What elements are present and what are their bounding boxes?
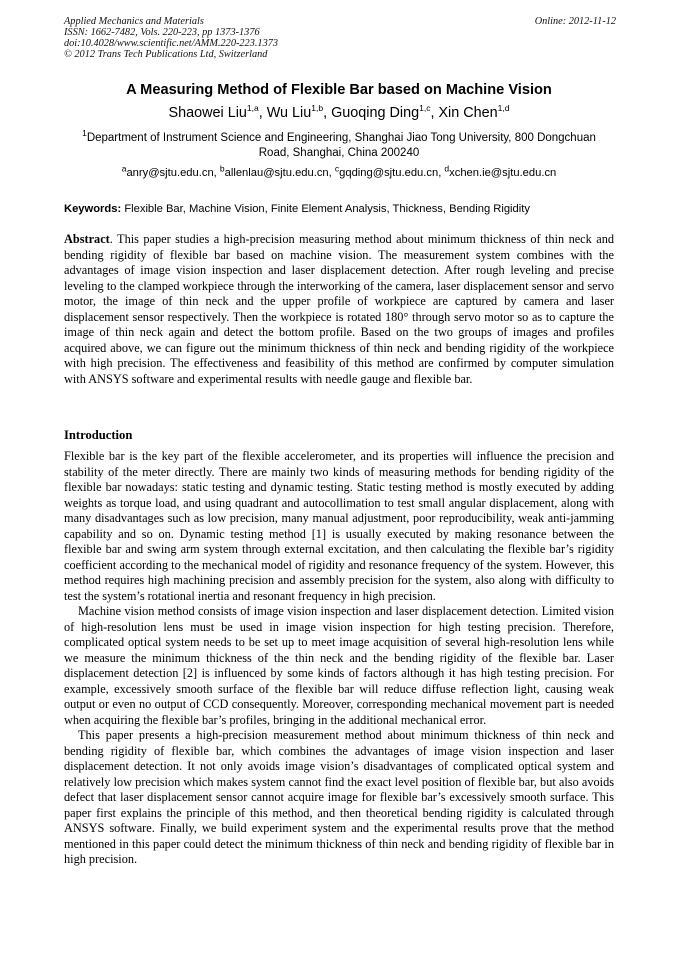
abstract-text: . This paper studies a high-precision measuring method about minimum thickness of thin neck and bending rigidity of flexible bar based on machine vision. The measurement system combines with the advantages of image vision inspection and laser displacement detection. After rough leveling and precise leveling to the clamped workpiece through the interworking of the camera, laser displacement sensor and servo motor, the image of thin neck and the upper profile of workpiece are captured by camera and laser displacement sensor respectively. Then the workpiece is rotated 180° through servo motor so as to capture the image of thin neck again and detect the bottom profile. Based on the two groups of images and profiles acquired above, we can figure out the minimum thickness of thin neck and bending rigidity of the workpiece with high precision. The effectiveness and feasibility of this method are confirmed by computer simulation with ANSYS software and experimental results with needle gauge and flexible bar. (64, 232, 614, 386)
affiliation (70, 128, 608, 161)
paragraph: Flexible bar is the key part of the flexible accelerometer, and its properties will influence the precision and stability of the meter directly. There are mainly two kinds of measuring methods for bending rigidity of the flexible bar nowadays: static testing and dynamic testing. Static testing method is mostly executed by adding weights as torque load, and using quadrant and autocollimation to test small angular displacement, along with many disadvantages such as low precision, many manual adjustment, poor reproducibility, weak anti-jamming capability and so on. Dynamic testing method [1] is usually executed by making resonance between the flexible bar and swing arm system through external excitation, and then calculating the flexible bar’s rigidity coefficient according to the mechanical model of rigidity and resonance frequency of the system. However, this method requires high machining precision and assembly precision for the system, also along with difficulty to test the system’s rotational inertia and resonant frequency in high precision. (64, 449, 614, 603)
author-affil-mark: 1,a (246, 103, 259, 114)
email-list: $^a$anry@sjtu.edu.cn, $^b$allenlau@sjtu.edu.cn, $^c$gqding@sjtu.edu.cn, $^d$xchen.ie@sjtu.edu.cn (121, 163, 557, 179)
email-mark: c (334, 163, 340, 174)
author-affil-mark: 1,d (497, 103, 510, 114)
journal-doi: doi:10.4028/www.scientific.net/AMM.220-223.1373 (64, 38, 279, 49)
paper-title: A Measuring Method of Flexible Bar based on Machine Vision (126, 82, 552, 98)
introduction-body (64, 449, 614, 868)
keywords-text: Flexible Bar, Machine Vision, Finite Element Analysis, Thickness, Bending Rigidity (124, 203, 530, 215)
online-date: Online: 2012-11-12 (534, 16, 616, 27)
author-list: Shaowei Liu$^{1,a}$, Wu Liu$^{1,b}$, Guoqing Ding$^{1,c}$, Xin Chen$^{1,d}$ (168, 103, 510, 121)
author-name: Guoqing Ding (331, 105, 420, 121)
journal-name: Applied Mechanics and Materials (64, 16, 204, 27)
journal-header (64, 16, 616, 60)
author-name: Xin Chen (438, 105, 498, 121)
journal-issn: ISSN: 1662-7482, Vols. 220-223, pp 1373-1376 (64, 27, 260, 38)
email-mark: b (219, 163, 225, 174)
keywords (64, 202, 624, 216)
email-mark: a (121, 163, 127, 174)
author-affil-mark: 1,b (311, 103, 324, 114)
keywords-label: Keywords: (64, 203, 122, 215)
author-name: Wu Liu (266, 105, 312, 121)
section-heading-introduction: Introduction (64, 428, 133, 442)
email-address[interactable]: anry@sjtu.edu.cn (126, 167, 214, 179)
abstract (64, 232, 614, 387)
author-affil-mark: 1,c (419, 103, 431, 114)
affiliation-text: Department of Instrument Science and Engineering, Shanghai Jiao Tong University, 800 Dongchuan Road, Shanghai, China 200240 (86, 132, 596, 159)
journal-copyright: © 2012 Trans Tech Publications Ltd, Switzerland (64, 49, 268, 60)
paragraph: Machine vision method consists of image vision inspection and laser displacement detection. Limited vision of high-resolution lens must be used in image vision inspection for high testing precision. Therefore, complicated optical system needs to be set up to meet image acquisition of several high-resolution lens while we measure the minimum thickness of the thin neck and the bending rigidity of the flexible bar. Laser displacement detection [2] is influenced by some kinds of factors although it has high testing precision. For example, excessively smooth surface of the flexible bar will reduce diffuse reflection light, causing weak output or even no output of CCD consequently. Moreover, corresponding mechanical movement part is needed when acquiring the flexible bar’s profiles, bringing in the additional mechanical error. (64, 604, 614, 727)
author-name: Shaowei Liu (168, 105, 247, 121)
affiliation-mark: 1 (82, 128, 87, 139)
email-address[interactable]: allenlau@sjtu.edu.cn (224, 167, 329, 179)
email-address[interactable]: xchen.ie@sjtu.edu.cn (449, 167, 557, 179)
email-mark: d (444, 163, 450, 174)
abstract-label: Abstract (64, 232, 110, 246)
paragraph: This paper presents a high-precision measurement method about minimum thickness of thin neck and bending rigidity of flexible bar, which combines the advantages of image vision inspection and laser displacement detection. It not only avoids image vision’s disadvantages of complicated optical system and relatively low precision which makes system cannot find the exact level position of flexible bar, but also avoids defect that laser displacement sensor cannot acquire image for flexible bar’s excessively smooth surface. This paper first explains the principle of this method, and then theoretical bending rigidity is calculated through ANSYS software. Finally, we build experiment system and the experimental results prove that the method mentioned in this paper could detect the minimum thickness of thin neck and bending rigidity of flexible bar in high precision. (64, 728, 614, 866)
email-address[interactable]: gqding@sjtu.edu.cn (339, 167, 439, 179)
